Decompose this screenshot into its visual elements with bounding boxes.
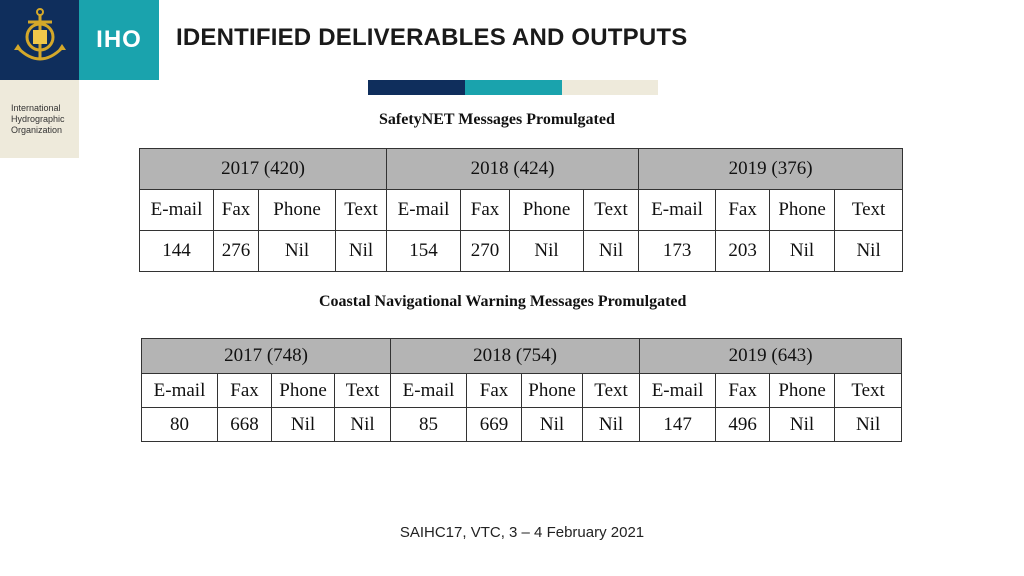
table-column-row (140, 190, 903, 231)
coastal-warning-table (141, 338, 902, 442)
column-header: Phone (770, 374, 835, 408)
table-cell: 173 (639, 231, 716, 272)
table-cell: Nil (510, 231, 584, 272)
table-cell: 144 (140, 231, 214, 272)
table-cell: 270 (461, 231, 510, 272)
table-cell: Nil (522, 408, 583, 442)
column-header: Text (835, 190, 903, 231)
slide-footer: SAIHC17, VTC, 3 – 4 February 2021 (399, 524, 645, 541)
table-cell: 276 (214, 231, 259, 272)
column-header: Fax (716, 374, 770, 408)
year-header: 2019 (643) (640, 339, 902, 374)
column-header: Fax (214, 190, 259, 231)
table-cell: 85 (391, 408, 467, 442)
table-row (142, 408, 902, 442)
org-name (11, 103, 77, 136)
table-cell: 669 (467, 408, 522, 442)
column-header: Phone (272, 374, 335, 408)
column-header: Text (336, 190, 387, 231)
table-cell: Nil (584, 231, 639, 272)
column-header: Phone (770, 190, 835, 231)
year-header: 2019 (376) (639, 149, 903, 190)
table-cell: 203 (716, 231, 770, 272)
table-cell: Nil (335, 408, 391, 442)
table-cell: Nil (336, 231, 387, 272)
accent-bar-cream (562, 80, 658, 95)
table-cell: 147 (640, 408, 716, 442)
column-header: E-mail (142, 374, 218, 408)
column-header: E-mail (640, 374, 716, 408)
table-cell: Nil (835, 231, 903, 272)
org-name-line: Organization (11, 125, 63, 135)
logo-emblem-panel (0, 0, 79, 80)
column-header: Phone (259, 190, 336, 231)
accent-bar-navy (368, 80, 465, 95)
page-title: IDENTIFIED DELIVERABLES AND OUTPUTS (176, 24, 688, 51)
anchor-emblem-icon (0, 0, 79, 80)
column-header: Fax (716, 190, 770, 231)
accent-bar-teal (465, 80, 562, 95)
org-name-line: International (11, 103, 61, 113)
safetynet-table (139, 148, 903, 272)
table-column-row (142, 374, 902, 408)
column-header: E-mail (140, 190, 214, 231)
column-header: Text (835, 374, 902, 408)
column-header: E-mail (391, 374, 467, 408)
table1-caption: SafetyNET Messages Promulgated (379, 111, 615, 128)
year-header: 2018 (424) (387, 149, 639, 190)
table-cell: 154 (387, 231, 461, 272)
year-header: 2018 (754) (391, 339, 640, 374)
table-header-row (142, 339, 902, 374)
column-header: Fax (218, 374, 272, 408)
column-header: Phone (510, 190, 584, 231)
table-cell: 80 (142, 408, 218, 442)
column-header: Fax (467, 374, 522, 408)
table-cell: Nil (259, 231, 336, 272)
column-header: Text (583, 374, 640, 408)
year-header: 2017 (420) (140, 149, 387, 190)
table-cell: 668 (218, 408, 272, 442)
table-cell: Nil (770, 408, 835, 442)
year-header: 2017 (748) (142, 339, 391, 374)
table2-caption: Coastal Navigational Warning Messages Promulgated (319, 293, 687, 310)
table-cell: Nil (272, 408, 335, 442)
table-cell: Nil (583, 408, 640, 442)
column-header: Fax (461, 190, 510, 231)
column-header: Text (584, 190, 639, 231)
org-name-line: Hydrographic (11, 114, 65, 124)
table-cell: Nil (770, 231, 835, 272)
column-header: E-mail (387, 190, 461, 231)
table-cell: 496 (716, 408, 770, 442)
table-cell: Nil (835, 408, 902, 442)
table-row (140, 231, 903, 272)
column-header: Text (335, 374, 391, 408)
column-header: Phone (522, 374, 583, 408)
column-header: E-mail (639, 190, 716, 231)
logo-text: IHO (96, 26, 142, 53)
table-header-row (140, 149, 903, 190)
